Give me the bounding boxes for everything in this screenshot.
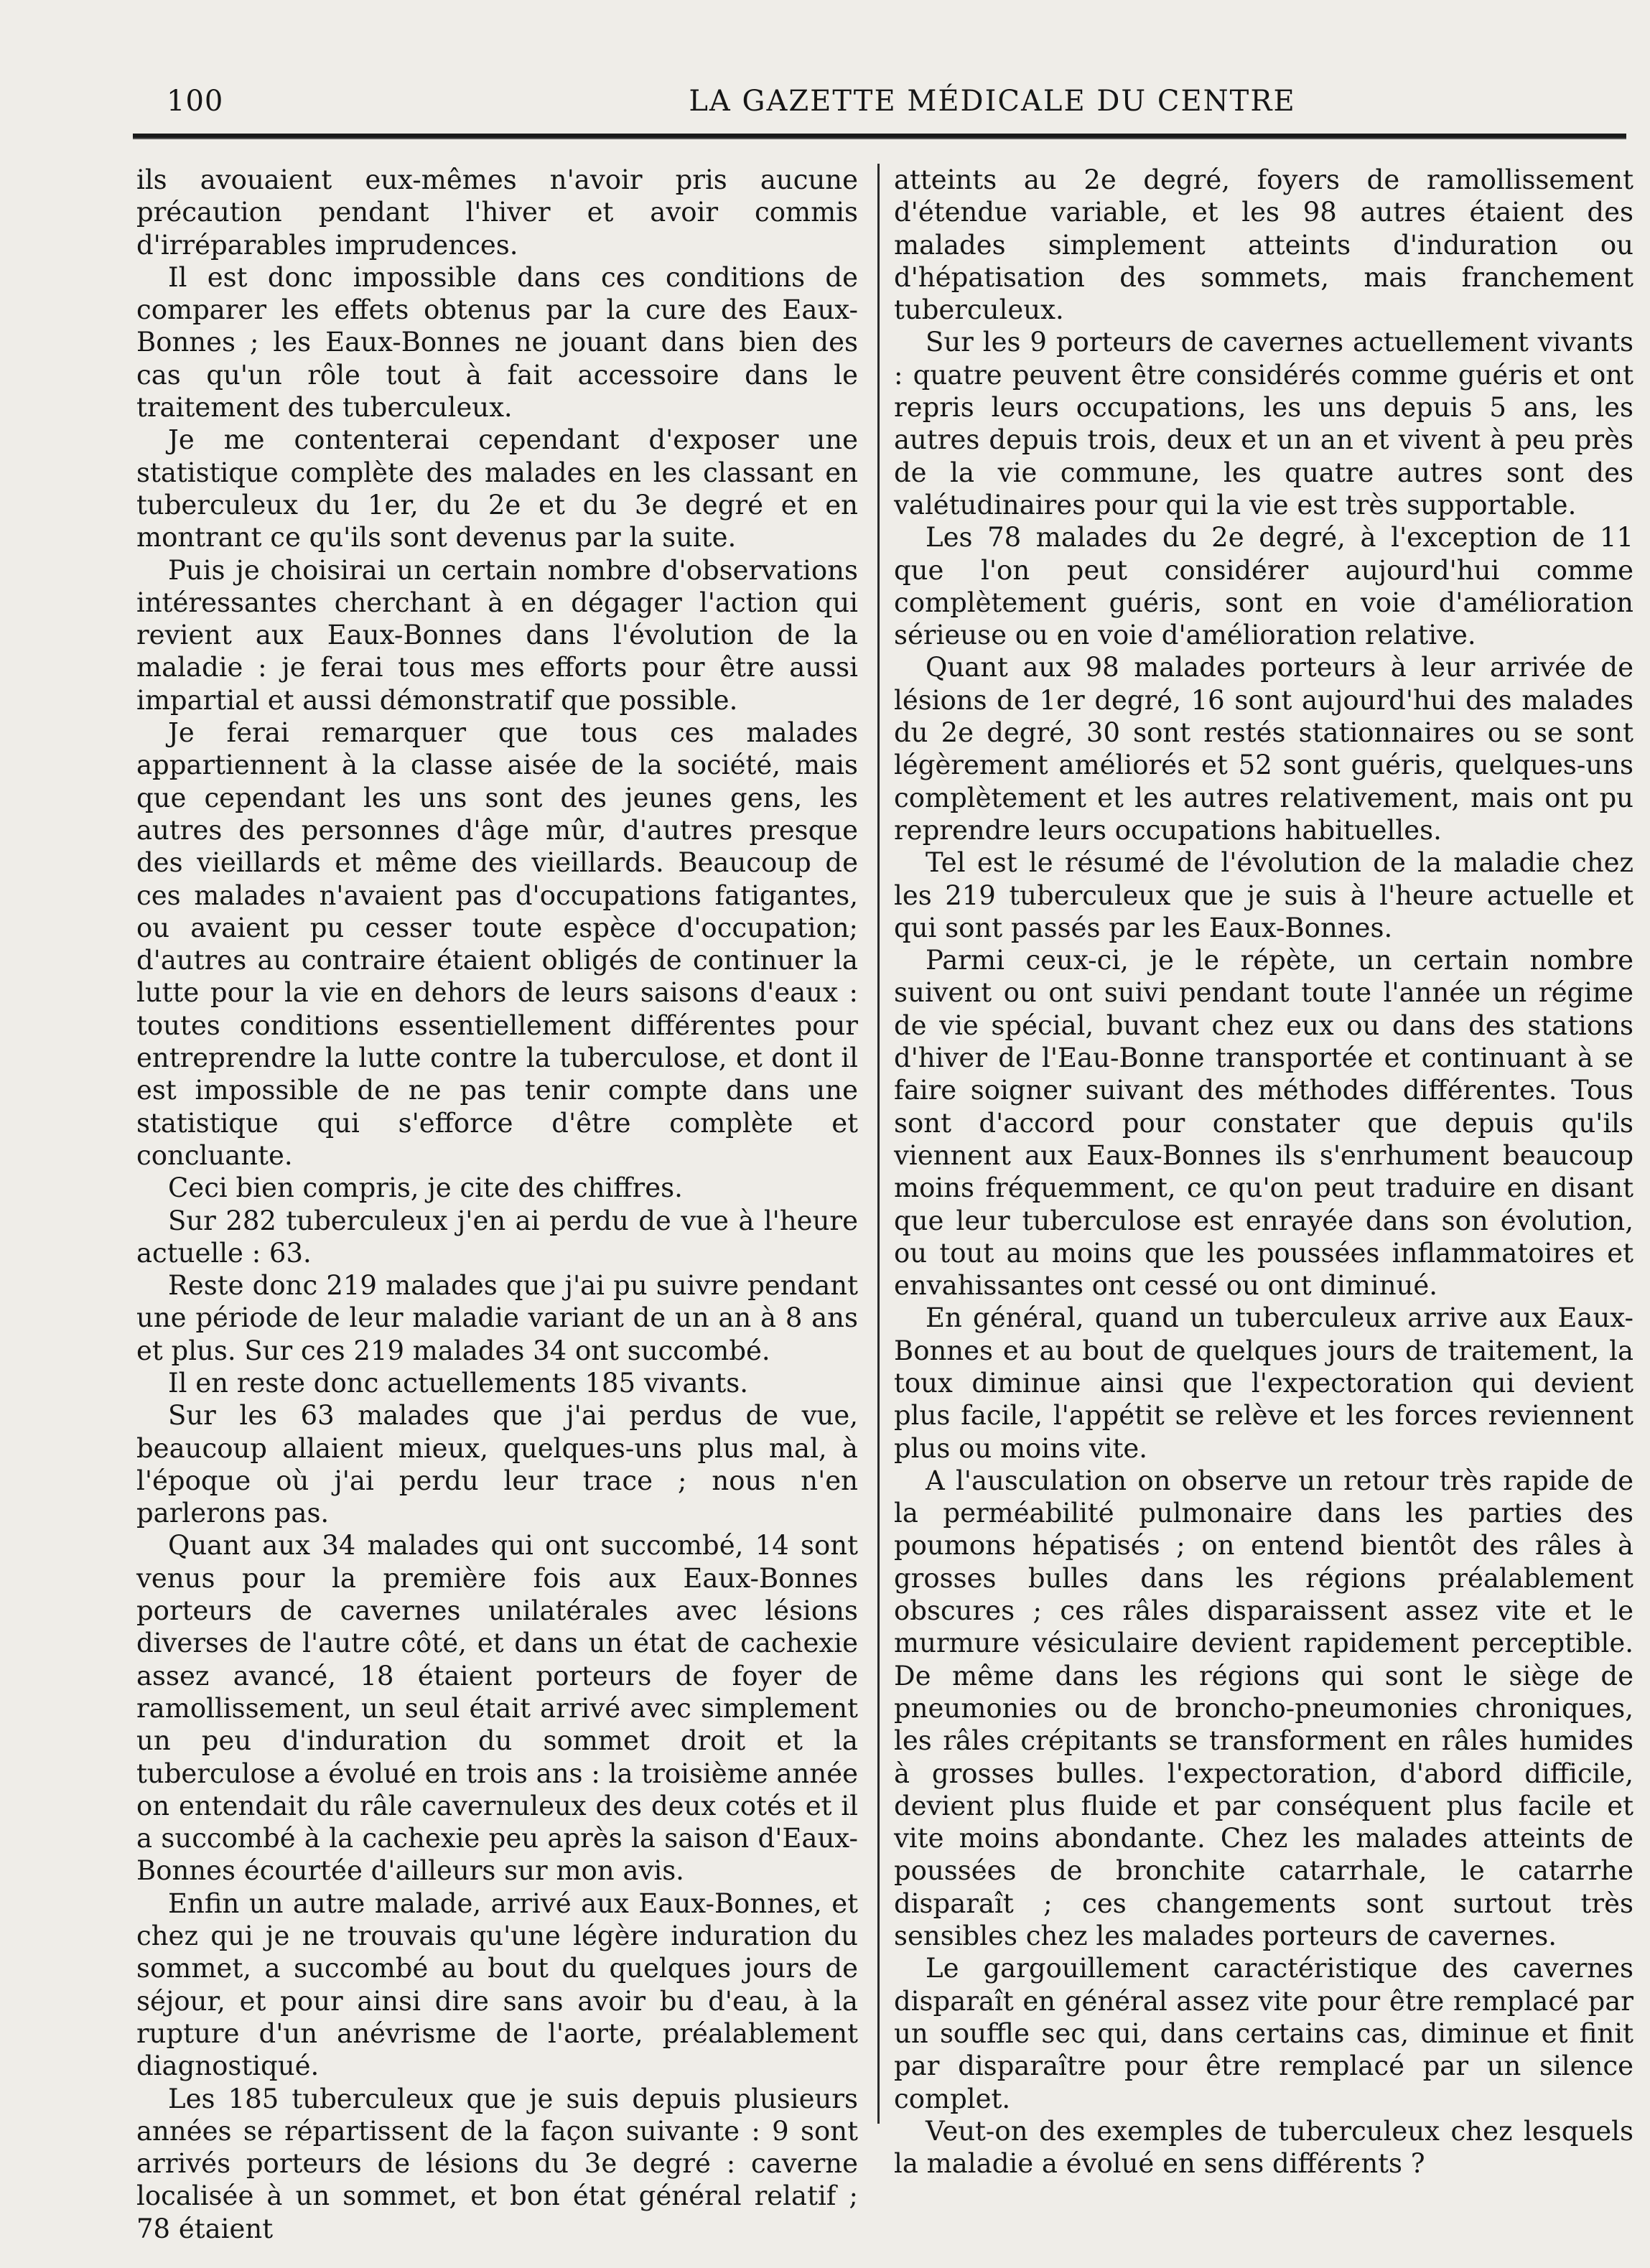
paragraph: Il est donc impossible dans ces conditions de comparer les effets obtenus par la cure des Eaux-Bonnes ; les Eaux-Bonnes ne jouant dans bien des cas qu'un rôle tout à fait accessoire dans le traitement des tuberculeux. <box>136 261 858 424</box>
paragraph: Parmi ceux-ci, je le répète, un certain nombre suivent ou ont suivi pendant toute l'année un régime de vie spécial, buvant chez eux ou dans des stations d'hiver de l'Eau-Bonne transportée et continuant à se faire soigner suivant des méthodes différentes. Tous sont d'accord pour constater que depuis qu'ils viennent aux Eaux-Bonnes ils s'enrhument beaucoup moins fréquemment, ce qu'on peut traduire en disant que leur tuberculose est enrayée dans son évolution, ou tout au moins que les poussées inflammatoires et envahissantes ont cessé ou ont diminué. <box>894 945 1633 1302</box>
paragraph: Sur 282 tuberculeux j'en ai perdu de vue à l'heure actuelle : 63. <box>136 1205 858 1269</box>
paragraph: Il en reste donc actuellements 185 vivants. <box>168 1367 748 1399</box>
paragraph: ils avouaient eux-mêmes n'avoir pris aucune précaution pendant l'hiver et avoir commis d'irréparables imprudences. <box>136 164 858 261</box>
left-column <box>136 164 858 2245</box>
paragraph: Enfin un autre malade, arrivé aux Eaux-Bonnes, et chez qui je ne trouvais qu'une légère induration du sommet, a succombé au bout du quelques jours de séjour, et pour ainsi dire sans avoir bu d'eau, à la rupture d'un anévrisme de l'aorte, préalablement diagnostiqué. <box>136 1887 858 2082</box>
paragraph: Les 78 malades du 2e degré, à l'exception de 11 que l'on peut considérer aujourd'hui comme complètement guéris, sont en voie d'amélioration sérieuse ou en voie d'amélioration relative. <box>894 522 1633 651</box>
paragraph: Veut-on des exemples de tuberculeux chez lesquels la maladie a évolué en sens différents ? <box>894 2115 1633 2180</box>
paragraph: Sur les 9 porteurs de cavernes actuellement vivants : quatre peuvent être considérés comme guéris et ont repris leurs occupations, les uns depuis 5 ans, les autres depuis trois, deux et un an et vivent à peu près de la vie commune, les quatre autres sont des valétudinaires pour qui la vie est très supportable. <box>894 327 1633 521</box>
journal-title: LA GAZETTE MÉDICALE DU CENTRE <box>689 85 1296 118</box>
paragraph: Ceci bien compris, je cite des chiffres. <box>168 1172 683 1204</box>
paragraph: Le gargouillement caractéristique des cavernes disparaît en général assez vite pour être remplacé par un souffle sec qui, dans certains cas, diminue et finit par disparaître pour être remplacé par un silence complet. <box>894 1953 1633 2114</box>
paragraph: Je ferai remarquer que tous ces malades appartiennent à la classe aisée de la société, mais que cependant les uns sont des jeunes gens, les autres des personnes d'âge mûr, d'autres presque des vieillards et même des vieillards. Beaucoup de ces malades n'avaient pas d'occupations fatigantes, ou avaient pu cesser toute espèce d'occupation; d'autres au contraire étaient obligés de continuer la lutte pour la vie en dehors de leurs saisons d'eaux : toutes conditions essentiellement différentes pour entreprendre la lutte contre la tuberculose, et dont il est impossible de ne pas tenir compte dans une statistique qui s'efforce d'être complète et concluante. <box>136 717 858 1171</box>
paragraph: Tel est le résumé de l'évolution de la maladie chez les 219 tuberculeux que je suis à l'heure actuelle et qui sont passés par les Eaux-Bonnes. <box>894 847 1633 943</box>
paragraph: Puis je choisirai un certain nombre d'observations intéressantes cherchant à en dégager l'action qui revient aux Eaux-Bonnes dans l'évolution de la maladie : je ferai tous mes efforts pour être aussi impartial et aussi démonstratif que possible. <box>136 554 858 716</box>
right-column <box>894 164 1633 2180</box>
column-divider <box>877 164 880 2124</box>
page-number: 100 <box>167 85 224 118</box>
paragraph: A l'ausculation on observe un retour très rapide de la perméabilité pulmonaire dans les parties des poumons hépatisés ; on entend bientôt des râles à grosses bulles dans les régions préalablement obscures ; ces râles disparaissent assez vite et le murmure vésiculaire devient rapidement perceptible. De même dans les régions qui sont le siège de pneumonies ou de broncho-pneumonies chroniques, les râles crépitants se transforment en râles humides à grosses bulles. l'expectoration, d'abord difficile, devient plus fluide et par conséquent plus facile et vite moins abondante. Chez les malades atteints de poussées de bronchite catarrhale, le catarrhe disparaît ; ces changements sont surtout très sensibles chez les malades porteurs de cavernes. <box>894 1465 1633 1952</box>
paragraph: atteints au 2e degré, foyers de ramollissement d'étendue variable, et les 98 autres étaient des malades simplement atteints d'induration ou d'hépatisation des sommets, mais franchement tuberculeux. <box>894 164 1633 326</box>
paragraph: Quant aux 98 malades porteurs à leur arrivée de lésions de 1er degré, 16 sont aujourd'hui des malades du 2e degré, 30 sont restés stationnaires ou se sont légèrement améliorés et 52 sont guéris, quelques-uns complètement et les autres relativement, mais ont pu reprendre leurs occupations habituelles. <box>894 652 1633 846</box>
header-rule <box>133 134 1626 139</box>
paragraph: Reste donc 219 malades que j'ai pu suivre pendant une période de leur maladie variant de un an à 8 ans et plus. Sur ces 219 malades 34 ont succombé. <box>136 1270 858 1366</box>
running-header <box>167 85 1531 128</box>
paragraph: Je me contenterai cependant d'exposer une statistique complète des malades en les classant en tuberculeux du 1er, du 2e et du 3e degré et en montrant ce qu'ils sont devenus par la suite. <box>136 424 858 554</box>
paragraph: En général, quand un tuberculeux arrive aux Eaux-Bonnes et au bout de quelques jours de traitement, la toux diminue ainsi que l'expectoration qui devient plus facile, l'appétit se relève et les forces reviennent plus ou moins vite. <box>894 1302 1633 1464</box>
paragraph: Sur les 63 malades que j'ai perdus de vue, beaucoup allaient mieux, quelques-uns plus mal, à l'époque où j'ai perdu leur trace ; nous n'en parlerons pas. <box>136 1400 858 1529</box>
paragraph: Les 185 tuberculeux que je suis depuis plusieurs années se répartissent de la façon suivante : 9 sont arrivés porteurs de lésions du 3e degré : caverne localisée à un sommet, et bon état général relatif ; 78 étaient <box>136 2083 858 2244</box>
paragraph: Quant aux 34 malades qui ont succombé, 14 sont venus pour la première fois aux Eaux-Bonnes porteurs de cavernes unilatérales avec lésions diverses de l'autre côté, et dans un état de cachexie assez avancé, 18 étaient porteurs de foyer de ramollissement, un seul était arrivé avec simplement un peu d'induration du sommet droit et la tuberculose a évolué en trois ans : la troisième année on entendait du râle cavernuleux des deux cotés et il a succombé à la cachexie peu après la saison d'Eaux-Bonnes écourtée d'ailleurs sur mon avis. <box>136 1530 858 1887</box>
